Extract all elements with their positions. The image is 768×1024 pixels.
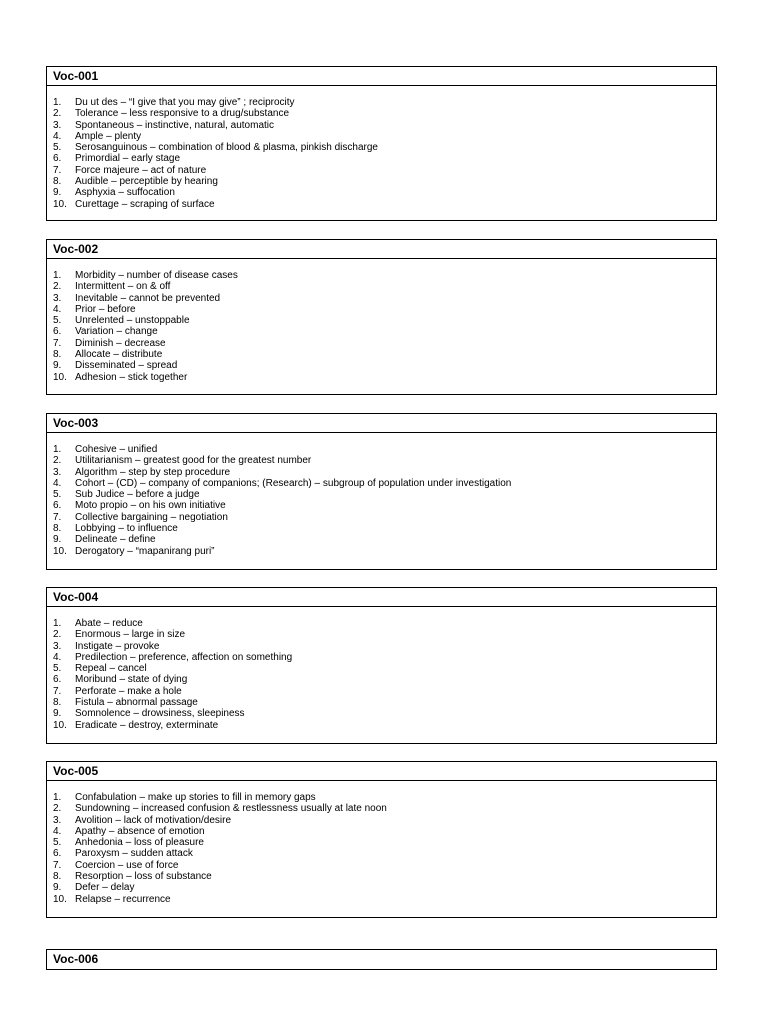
vocab-section-001 (46, 66, 717, 221)
item-text: Force majeure – act of nature (75, 164, 207, 176)
item-number: 2. (53, 108, 62, 120)
item-number: 6. (53, 848, 62, 860)
item-text: Unrelented – unstoppable (75, 315, 190, 327)
vocab-item (53, 848, 716, 859)
vocab-item (53, 153, 716, 164)
item-number: 7. (53, 337, 62, 349)
vocab-section-006 (46, 949, 717, 970)
item-text: Adhesion – stick together (75, 371, 188, 383)
item-number: 1. (53, 792, 62, 803)
vocab-item (53, 686, 716, 697)
vocab-item (53, 199, 716, 210)
vocab-item (53, 360, 716, 371)
item-text: Curettage – scraping of surface (75, 198, 215, 210)
item-text: Relapse – recurrence (75, 893, 171, 905)
vocab-section-005 (46, 761, 717, 918)
vocab-item (53, 708, 716, 719)
item-text: Resorption – loss of substance (75, 871, 212, 883)
vocab-item (53, 792, 716, 803)
vocab-item (53, 120, 716, 131)
item-number: 5. (53, 837, 62, 849)
section-title: Voc-006 (53, 952, 99, 966)
item-number: 3. (53, 466, 62, 478)
item-text: Instigate – provoke (75, 640, 160, 652)
item-text: Avolition – lack of motivation/desire (75, 814, 232, 826)
item-text: Anhedonia – loss of pleasure (75, 837, 204, 849)
item-number: 2. (53, 803, 62, 815)
item-number: 8. (53, 697, 62, 709)
item-text: Moto propio – on his own initiative (75, 500, 226, 512)
item-number: 9. (53, 882, 62, 894)
vocab-item (53, 629, 716, 640)
vocab-item (53, 281, 716, 292)
item-text: Spontaneous – instinctive, natural, automatic (75, 119, 275, 131)
item-number: 4. (53, 130, 62, 142)
item-number: 3. (53, 640, 62, 652)
item-text: Coercion – use of force (75, 859, 179, 871)
vocab-item (53, 326, 716, 337)
item-number: 6. (53, 153, 62, 165)
item-number: 9. (53, 534, 62, 546)
vocab-item (53, 837, 716, 848)
item-text: Cohesive – unified (75, 444, 158, 455)
item-number: 4. (53, 477, 62, 489)
item-number: 9. (53, 708, 62, 720)
item-number: 4. (53, 651, 62, 663)
item-text: Enormous – large in size (75, 629, 186, 641)
item-number: 1. (53, 97, 62, 108)
vocab-item (53, 500, 716, 511)
item-number: 3. (53, 814, 62, 826)
item-number: 10. (53, 198, 67, 210)
vocab-item (53, 871, 716, 882)
item-number: 2. (53, 455, 62, 467)
item-number: 2. (53, 629, 62, 641)
vocab-item (53, 338, 716, 349)
item-number: 9. (53, 360, 62, 372)
item-text: Somnolence – drowsiness, sleepiness (75, 708, 245, 720)
item-number: 5. (53, 142, 62, 154)
item-text: Serosanguinous – combination of blood & plasma, pinkish discharge (75, 142, 378, 154)
section-title: Voc-002 (47, 240, 716, 259)
item-text: Fistula – abnormal passage (75, 697, 198, 709)
vocab-item (53, 478, 716, 489)
item-number: 5. (53, 663, 62, 675)
item-number: 8. (53, 523, 62, 535)
item-text: Sundowning – increased confusion & restlessness usually at late noon (75, 803, 387, 815)
item-number: 5. (53, 489, 62, 501)
item-text: Audible – perceptible by hearing (75, 176, 218, 188)
item-text: Repeal – cancel (75, 663, 147, 675)
vocab-item (53, 697, 716, 708)
vocab-item (53, 349, 716, 360)
item-text: Cohort – (CD) – company of companions; (Research) – subgroup of population under investigation (75, 477, 512, 489)
vocab-item (53, 142, 716, 153)
item-number: 4. (53, 303, 62, 315)
section-title: Voc-001 (47, 67, 716, 86)
vocab-item (53, 618, 716, 629)
item-text: Variation – change (75, 326, 158, 338)
section-title: Voc-004 (47, 588, 716, 607)
vocab-item (53, 652, 716, 663)
item-number: 6. (53, 674, 62, 686)
section-title: Voc-005 (47, 762, 716, 781)
item-number: 10. (53, 371, 67, 383)
vocab-item (53, 641, 716, 652)
vocab-item (53, 108, 716, 119)
item-text: Collective bargaining – negotiation (75, 511, 228, 523)
item-text: Allocate – distribute (75, 349, 163, 361)
item-text: Moribund – state of dying (75, 674, 188, 686)
vocab-item (53, 293, 716, 304)
item-number: 1. (53, 270, 62, 281)
item-text: Utilitarianism – greatest good for the greatest number (75, 455, 312, 467)
item-text: Asphyxia – suffocation (75, 187, 175, 199)
vocab-item (53, 304, 716, 315)
vocab-list (47, 607, 716, 731)
vocab-list (47, 781, 716, 905)
vocab-item (53, 894, 716, 905)
item-text: Disseminated – spread (75, 360, 178, 372)
item-text: Lobbying – to influence (75, 523, 178, 535)
item-number: 10. (53, 719, 67, 731)
item-number: 6. (53, 500, 62, 512)
section-title: Voc-003 (47, 414, 716, 433)
vocab-item (53, 523, 716, 534)
vocab-item (53, 803, 716, 814)
vocab-item (53, 467, 716, 478)
item-text: Eradicate – destroy, exterminate (75, 719, 219, 731)
item-text: Confabulation – make up stories to fill in memory gaps (75, 792, 316, 803)
item-text: Perforate – make a hole (75, 685, 182, 697)
item-number: 5. (53, 315, 62, 327)
vocab-list (47, 259, 716, 383)
vocab-section-002 (46, 239, 717, 395)
item-number: 8. (53, 349, 62, 361)
item-number: 3. (53, 119, 62, 131)
item-number: 7. (53, 511, 62, 523)
vocab-item (53, 315, 716, 326)
item-text: Intermittent – on & off (75, 281, 171, 293)
item-text: Tolerance – less responsive to a drug/substance (75, 108, 290, 120)
vocab-list (47, 86, 716, 210)
item-text: Diminish – decrease (75, 337, 166, 349)
item-number: 7. (53, 859, 62, 871)
vocab-item (53, 674, 716, 685)
vocab-item (53, 444, 716, 455)
vocab-item (53, 187, 716, 198)
vocab-item (53, 720, 716, 731)
item-text: Derogatory – “mapanirang puri” (75, 545, 215, 557)
item-number: 7. (53, 164, 62, 176)
item-text: Predilection – preference, affection on something (75, 651, 293, 663)
vocab-item (53, 663, 716, 674)
item-text: Delineate – define (75, 534, 156, 546)
item-number: 1. (53, 444, 62, 455)
item-text: Du ut des – “I give that you may give” ; reciprocity (75, 97, 295, 108)
item-text: Prior – before (75, 303, 136, 315)
vocab-item (53, 372, 716, 383)
item-text: Primordial – early stage (75, 153, 181, 165)
item-text: Morbidity – number of disease cases (75, 270, 238, 281)
item-text: Ample – plenty (75, 130, 142, 142)
item-number: 8. (53, 871, 62, 883)
vocab-item (53, 826, 716, 837)
item-number: 2. (53, 281, 62, 293)
vocab-item (53, 131, 716, 142)
item-number: 6. (53, 326, 62, 338)
vocab-item (53, 455, 716, 466)
item-text: Inevitable – cannot be prevented (75, 292, 221, 304)
item-number: 3. (53, 292, 62, 304)
item-number: 7. (53, 685, 62, 697)
item-text: Algorithm – step by step procedure (75, 466, 231, 478)
vocab-item (53, 882, 716, 893)
item-number: 4. (53, 825, 62, 837)
vocab-list (47, 433, 716, 557)
vocab-item (53, 165, 716, 176)
vocab-item (53, 97, 716, 108)
vocab-item (53, 270, 716, 281)
vocab-item (53, 176, 716, 187)
item-text: Defer – delay (75, 882, 135, 894)
item-text: Abate – reduce (75, 618, 143, 629)
vocab-section-004 (46, 587, 717, 744)
item-number: 1. (53, 618, 62, 629)
item-number: 10. (53, 545, 67, 557)
item-text: Apathy – absence of emotion (75, 825, 205, 837)
item-number: 8. (53, 176, 62, 188)
item-text: Sub Judice – before a judge (75, 489, 200, 501)
item-text: Paroxysm – sudden attack (75, 848, 193, 860)
vocab-item (53, 512, 716, 523)
item-number: 9. (53, 187, 62, 199)
vocab-item (53, 815, 716, 826)
vocab-item (53, 489, 716, 500)
vocab-item (53, 534, 716, 545)
vocab-item (53, 860, 716, 871)
item-number: 10. (53, 893, 67, 905)
vocab-section-003 (46, 413, 717, 570)
vocab-item (53, 546, 716, 557)
